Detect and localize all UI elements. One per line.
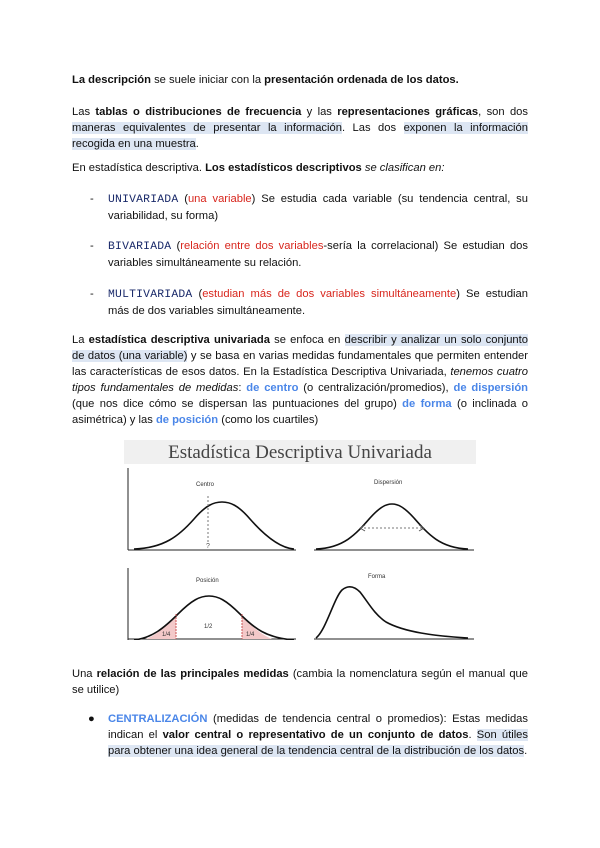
paragraph-intro [72, 72, 528, 88]
paragraph-classify [72, 160, 528, 176]
text: Se estudian dos variables simultáneamente su relación. [108, 240, 528, 269]
panel-forma [314, 574, 474, 639]
dash-marker: - [90, 288, 94, 300]
list-term: UNIVARIADA [108, 194, 179, 206]
list-item [72, 286, 528, 319]
centro-label: Centro [196, 482, 215, 488]
text: Se estudian más de dos variables simultáneamente. [108, 288, 528, 317]
panel-posicion [128, 568, 296, 640]
red-text: relación entre dos variables [180, 240, 324, 252]
blue-term: de dispersión [453, 382, 528, 394]
dash-marker: - [90, 193, 94, 205]
text: . [468, 729, 477, 741]
text: (o centralización/promedios), [298, 382, 454, 394]
list-item [72, 191, 528, 224]
text: se enfoca en [269, 334, 345, 346]
text: (medidas de tendencia central o promedios): Estas medidas indican el [108, 713, 528, 741]
text: La [72, 334, 89, 346]
text: Las [72, 106, 96, 118]
bullet-marker: ● [88, 713, 95, 725]
dispersion-label: Dispersión [374, 480, 403, 486]
forma-label: Forma [368, 574, 386, 580]
text-bold: tablas o distribuciones de frecuencia [95, 106, 302, 118]
text: ( [171, 240, 181, 252]
blue-term: de posición [155, 414, 219, 426]
text-bold: estadística descriptiva univariada [88, 334, 270, 346]
paragraph-relation [72, 666, 528, 698]
text: (que nos dice cómo se dispersan las puntuaciones del grupo) [72, 398, 403, 410]
bullet-item [72, 711, 528, 759]
text: Se estudia cada variable (su tendencia central, su variabilidad, su forma) [108, 193, 528, 222]
highlight-text: describir y analizar un solo conjunto de datos (una variable) [72, 334, 528, 362]
text: ( [192, 288, 203, 300]
red-text: una variable [187, 193, 252, 205]
list-term: MULTIVARIADA [108, 289, 193, 301]
list-item [72, 238, 528, 271]
blue-term: de centro [246, 382, 299, 394]
text: . Las dos [341, 122, 404, 134]
text-bold: La descripción [72, 74, 151, 86]
text: . [524, 745, 528, 757]
univariate-figure [124, 440, 476, 640]
list-bivariada [72, 238, 528, 271]
text: ( [178, 193, 188, 205]
text: , son dos [478, 106, 528, 118]
paragraph-univariada [72, 332, 528, 428]
text-italic: se clasifican en: [361, 162, 445, 174]
figure-title: Estadística Descriptiva Univariada [124, 440, 476, 464]
text: se suele iniciar con la [150, 74, 265, 86]
text: En estadística descriptiva. [72, 162, 206, 174]
skewed-curve [316, 587, 468, 638]
text: y las [301, 106, 338, 118]
list-multivariada [72, 286, 528, 319]
dash-marker: - [90, 240, 94, 252]
panel-dispersion [314, 480, 474, 550]
text: (o inclinada o asimétrica) y las [72, 398, 529, 426]
text: ) [456, 288, 460, 300]
centro-mark: ? [206, 543, 210, 550]
text: (cambia la nomenclatura según el manual que se utilice) [72, 668, 528, 696]
text-italic: tenemos cuatro tipos fundamentales de medidas [72, 366, 528, 394]
text: y se basa en varias medidas fundamentales que permiten entender las características de esos datos. En la Estadística Descriptiva Univariada, [72, 350, 528, 378]
text: Una [72, 668, 97, 680]
text-bold: relación de las principales medidas [96, 668, 289, 680]
red-text: estudian más de dos variables simultáneamente [202, 288, 457, 300]
q1-label: 1/4 [162, 632, 171, 638]
normal-curve [316, 504, 468, 549]
text: (como los cuartiles) [218, 414, 319, 426]
panel-centro [128, 468, 296, 550]
normal-curve [134, 502, 294, 549]
highlight-text: Son útiles para obtener una idea general de la tendencia central de la distribución de los datos [108, 729, 528, 757]
text: : [238, 382, 247, 394]
text-bold: Los estadísticos descriptivos [205, 162, 362, 174]
bullet-centralizacion [72, 711, 528, 759]
list-term: BIVARIADA [108, 241, 172, 253]
highlight-text: maneras equivalentes de presentar la información [72, 122, 342, 134]
text: -sería la correlacional) [323, 240, 439, 252]
list-univariada [72, 191, 528, 224]
text-bold: presentación ordenada de los datos. [264, 74, 459, 86]
highlight-text: exponen la información recogida en una muestra [72, 122, 528, 150]
text-bold: valor central o representativo de un conjunto de datos [162, 729, 469, 741]
blue-term: CENTRALIZACIÓN [108, 713, 208, 725]
figure-panels [124, 464, 476, 640]
text: . [195, 138, 199, 150]
text: ) [251, 193, 256, 205]
text-bold: representaciones gráficas [337, 106, 479, 118]
q2-label: 1/2 [204, 624, 213, 630]
paragraph-tables [72, 104, 528, 152]
blue-term: de forma [402, 398, 452, 410]
posicion-label: Posición [196, 578, 219, 584]
q3-label: 1/4 [246, 632, 255, 638]
